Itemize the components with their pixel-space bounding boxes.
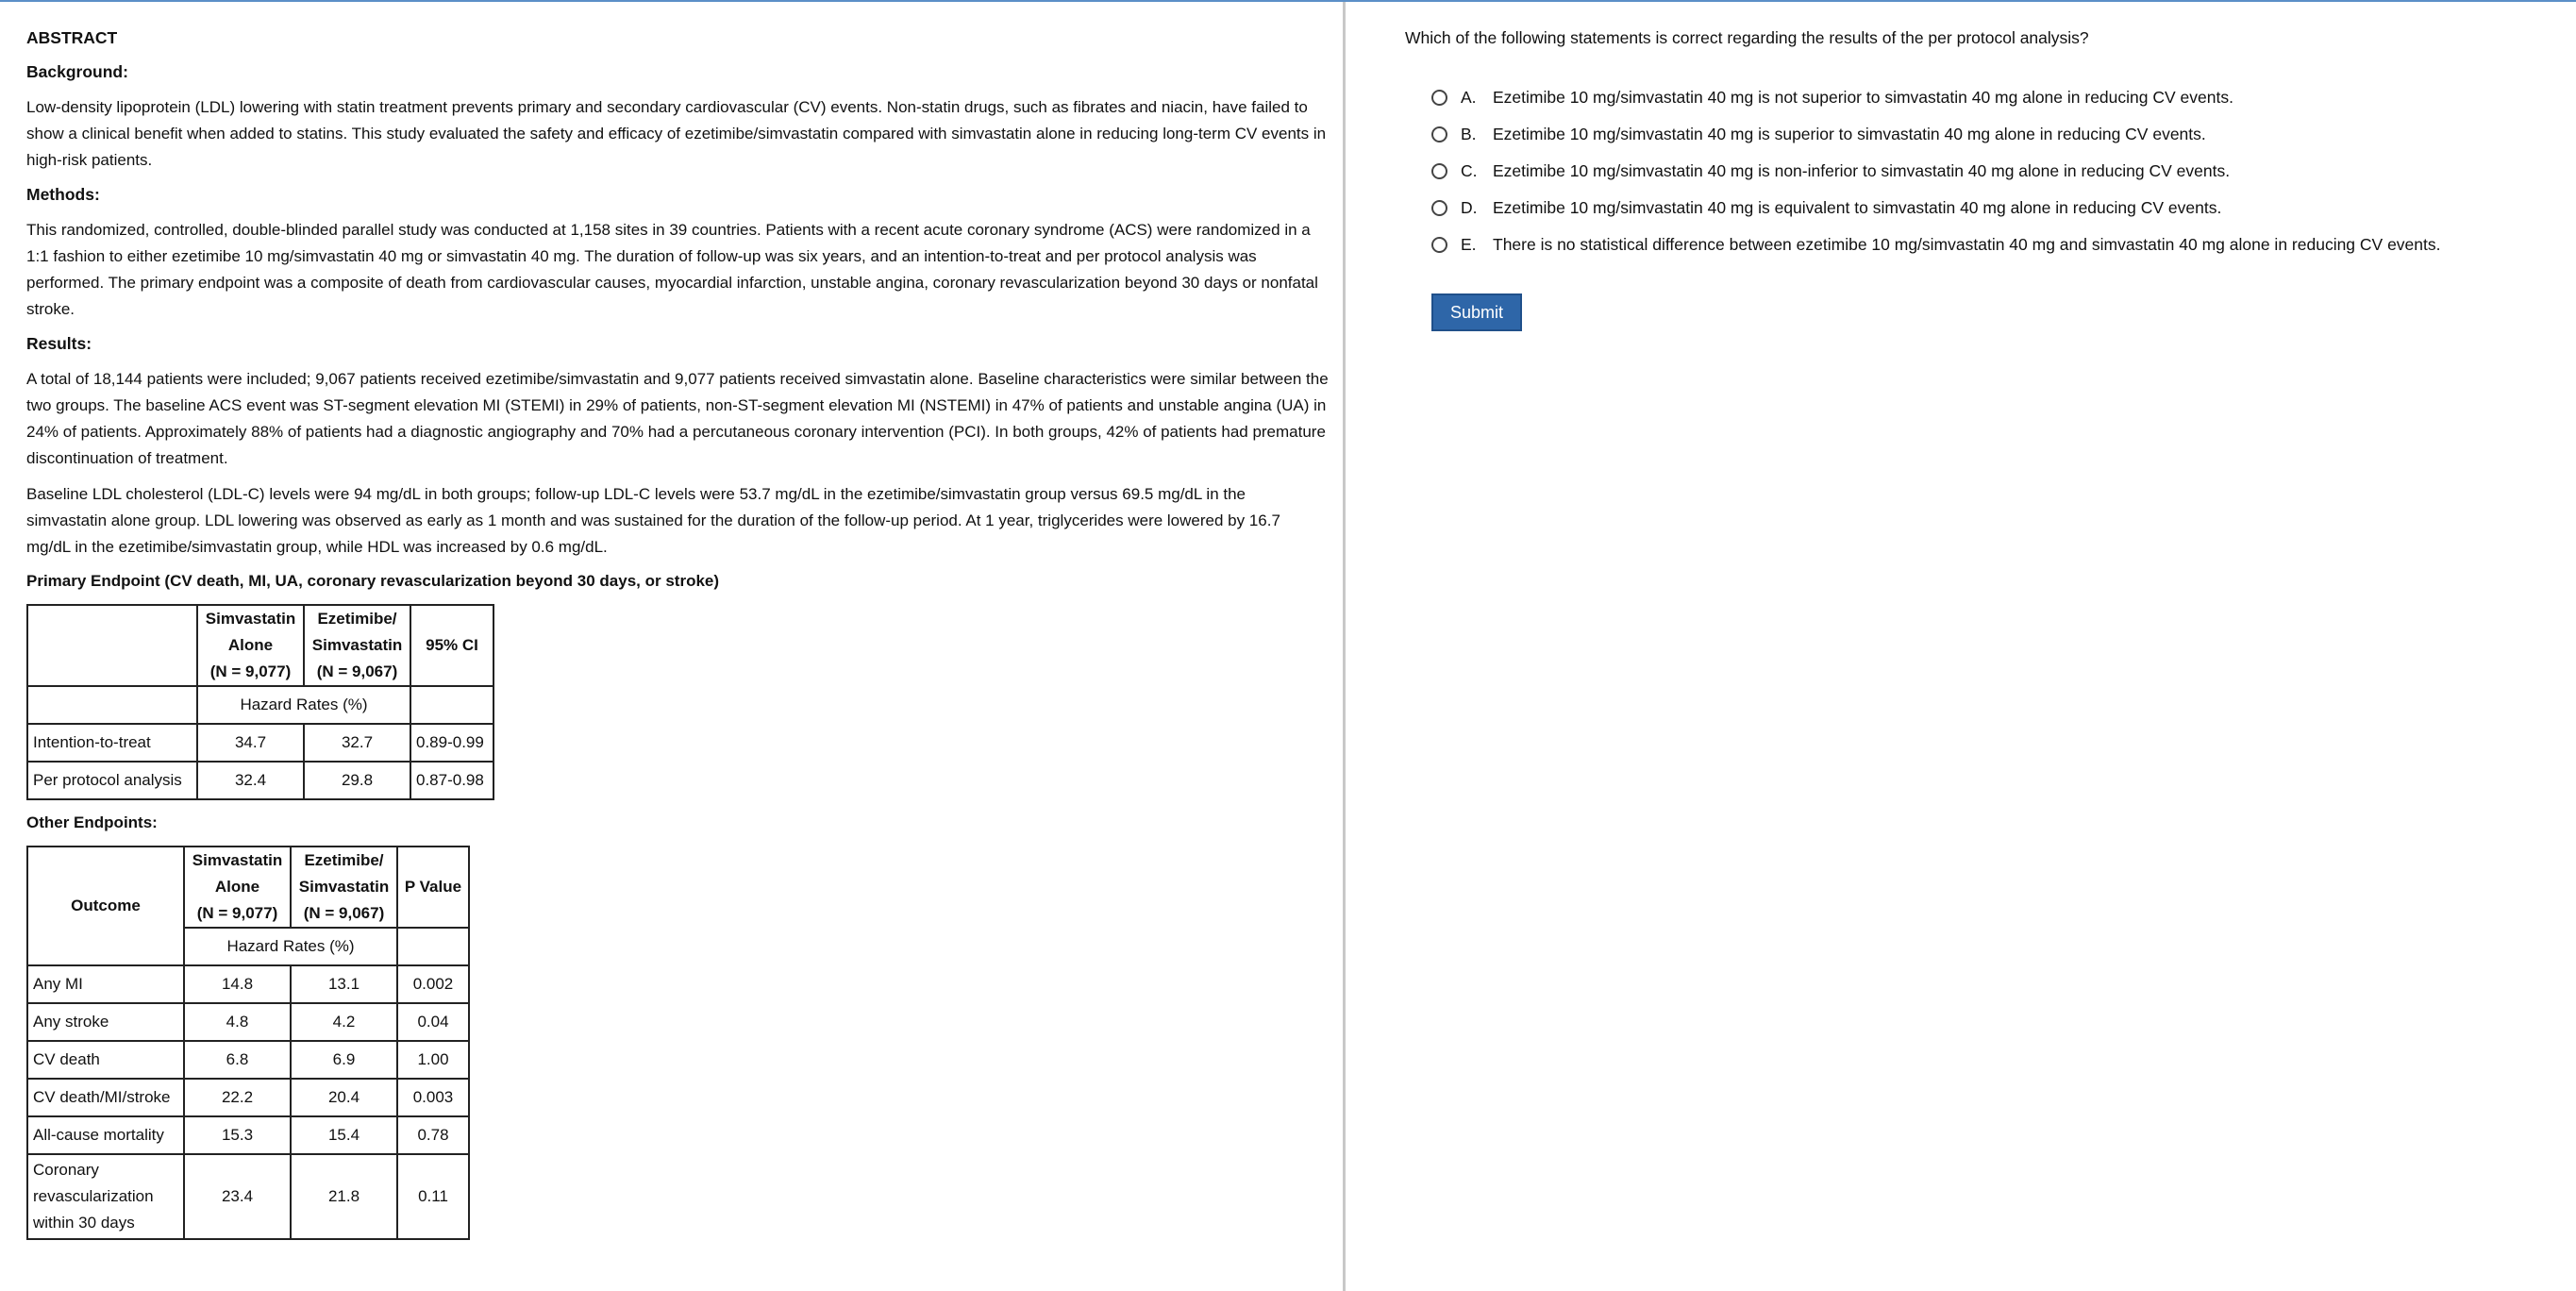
table-row: Any stroke 4.8 4.2 0.04 xyxy=(27,1003,469,1041)
results-text-2: Baseline LDL cholesterol (LDL-C) levels were 94 mg/dL in both groups; follow-up LDL-C levels were 53.7 mg/dL in the ezetimibe/simvastatin group versus 69.5 mg/dL in the simvastatin alone group. LDL lowering was observed as early as 1 month and was sustained for the duration of the follow-up period. At 1 year, triglycerides were lowered by 16.7 mg/dL in the ezetimibe/simvastatin group, while HDL was increased by 0.6 mg/dL. xyxy=(26,485,1280,556)
answer-option-a[interactable]: A. Ezetimibe 10 mg/simvastatin 40 mg is not superior to simvastatin 40 mg alone in reducing CV events. xyxy=(1431,79,2576,116)
answer-option-d[interactable]: D. Ezetimibe 10 mg/simvastatin 40 mg is equivalent to simvastatin 40 mg alone in reducing CV events. xyxy=(1431,190,2576,226)
radio-button[interactable] xyxy=(1431,126,1447,143)
table-row: Any MI 14.8 13.1 0.002 xyxy=(27,965,469,1003)
table-row: Intention-to-treat 34.7 32.7 0.89-0.99 xyxy=(27,724,493,762)
table-row: Per protocol analysis 32.4 29.8 0.87-0.98 xyxy=(27,762,493,799)
col-simvastatin-header: Simvastatin Alone (N = 9,077) xyxy=(197,605,304,686)
other-endpoints-title: Other Endpoints: xyxy=(26,813,158,831)
results-heading: Results: xyxy=(26,334,92,353)
answer-option-e[interactable]: E. There is no statistical difference between ezetimibe 10 mg/simvastatin 40 mg and simvastatin 40 mg alone in reducing CV events. xyxy=(1431,226,2576,263)
table-row: CV death 6.8 6.9 1.00 xyxy=(27,1041,469,1079)
table-header-row xyxy=(27,605,493,686)
table-subheader-row xyxy=(27,686,493,724)
background-text: Low-density lipoprotein (LDL) lowering with statin treatment prevents primary and secondary cardiovascular (CV) events. Non-statin drugs, such as fibrates and niacin, have failed to show a clinical benefit when added to statins. This study evaluated the safety and efficacy of ezetimibe/simvastatin compared with simvastatin alone in reducing long-term CV events in high-risk patients. xyxy=(26,98,1327,169)
primary-endpoint-title: Primary Endpoint (CV death, MI, UA, coronary revascularization beyond 30 days, or stroke) xyxy=(26,572,720,590)
radio-button[interactable] xyxy=(1431,200,1447,216)
table-row: All-cause mortality 15.3 15.4 0.78 xyxy=(27,1116,469,1154)
question-text: Which of the following statements is correct regarding the results of the per protocol analysis? xyxy=(1405,28,2089,47)
methods-text: This randomized, controlled, double-blinded parallel study was conducted at 1,158 sites in 39 countries. Patients with a recent acute coronary syndrome (ACS) were randomized in a 1:1 fashion to either ezetimibe 10 mg/simvastatin 40 mg or simvastatin 40 mg. The duration of follow-up was six years, and an intention-to-treat and per protocol analysis was performed. The primary endpoint was a composite of death from cardiovascular causes, myocardial infarction, unstable angina, coronary revascularization beyond 30 days or nonfatal stroke. xyxy=(26,221,1318,318)
abstract-heading: ABSTRACT xyxy=(26,28,118,47)
outcome-header: Outcome xyxy=(27,847,184,965)
radio-button[interactable] xyxy=(1431,90,1447,106)
col-pvalue-header: P Value xyxy=(397,847,469,928)
radio-button[interactable] xyxy=(1431,163,1447,179)
hazard-rates-subheader: Hazard Rates (%) xyxy=(197,686,410,724)
col-simvastatin-header: Simvastatin Alone (N = 9,077) xyxy=(184,847,291,928)
radio-button[interactable] xyxy=(1431,237,1447,253)
table-row: CV death/MI/stroke 22.2 20.4 0.003 xyxy=(27,1079,469,1116)
primary-endpoint-table xyxy=(26,604,494,800)
answer-option-c[interactable]: C. Ezetimibe 10 mg/simvastatin 40 mg is non-inferior to simvastatin 40 mg alone in reducing CV events. xyxy=(1431,153,2576,190)
submit-button[interactable]: Submit xyxy=(1431,293,1522,331)
background-heading: Background: xyxy=(26,62,128,81)
other-endpoints-table xyxy=(26,846,470,1240)
answer-option-b[interactable]: B. Ezetimibe 10 mg/simvastatin 40 mg is superior to simvastatin 40 mg alone in reducing CV events. xyxy=(1431,116,2576,153)
col-ezetimibe-header: Ezetimibe/ Simvastatin (N = 9,067) xyxy=(304,605,410,686)
abstract-panel xyxy=(0,2,1346,1291)
col-ci-header: 95% CI xyxy=(410,605,493,686)
table-row: Coronary revascularization within 30 days 23.4 21.8 0.11 xyxy=(27,1154,469,1239)
results-text-1: A total of 18,144 patients were included; 9,067 patients received ezetimibe/simvastatin and 9,077 patients received simvastatin alone. Baseline characteristics were similar between the two groups. The baseline ACS event was ST-segment elevation MI (STEMI) in 29% of patients, non-ST-segment elevation MI (NSTEMI) in 47% of patients and unstable angina (UA) in 24% of patients. Approximately 88% of patients had a diagnostic angiography and 70% had a percutaneous coronary intervention (PCI). In both groups, 42% of patients had premature discontinuation of treatment. xyxy=(26,370,1329,467)
hazard-rates-subheader: Hazard Rates (%) xyxy=(184,928,397,965)
question-panel xyxy=(1348,2,2576,1291)
table-header-row xyxy=(27,847,469,928)
col-ezetimibe-header: Ezetimibe/ Simvastatin (N = 9,067) xyxy=(291,847,397,928)
methods-heading: Methods: xyxy=(26,185,100,204)
